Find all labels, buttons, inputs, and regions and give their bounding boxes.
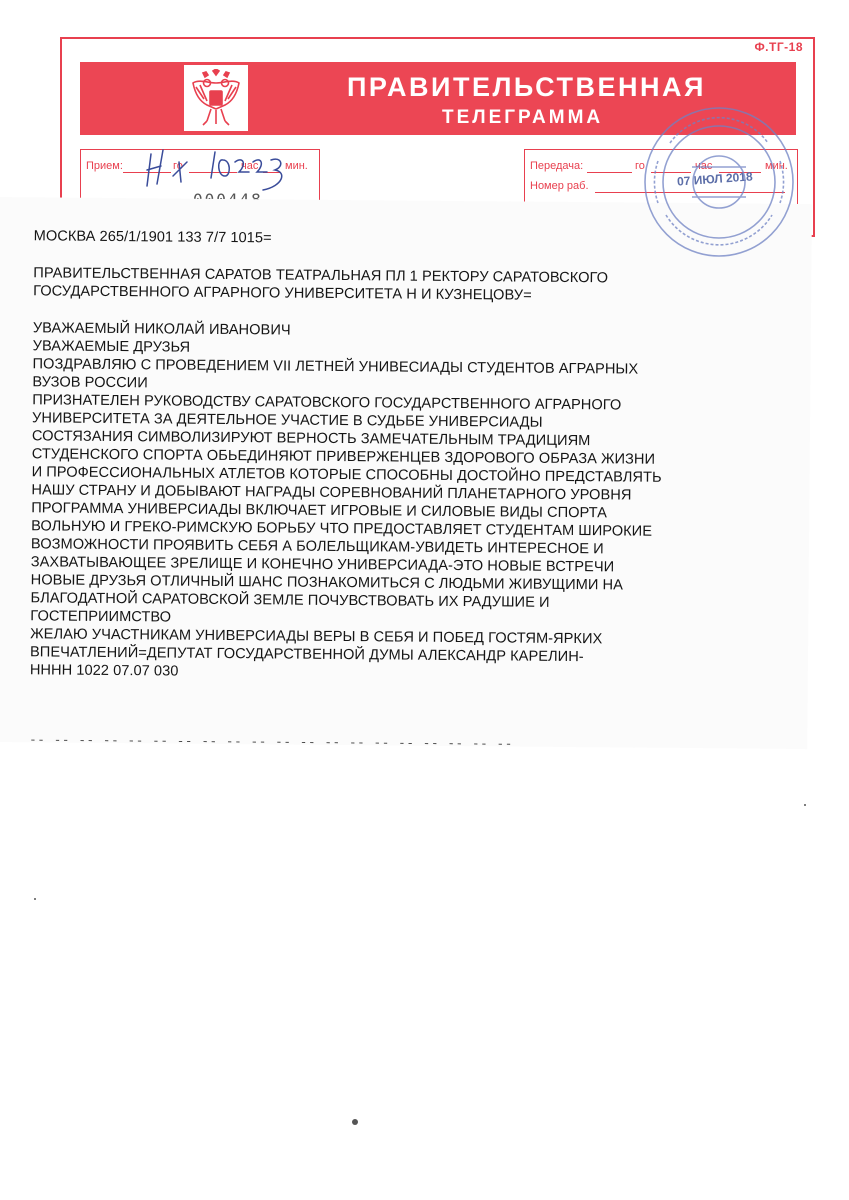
telegram-line: ЖЕЛАЮ УЧАСТНИКАМ УНИВЕРСИАДЫ ВЕРЫ В СЕБЯ И ПОБЕД ГОСТЯМ-ЯРКИХ (30, 626, 603, 648)
telegram-tape (0, 197, 812, 752)
telegram-line: ПРИЗНАТЕЛЕН РУКОВОДСТВУ САРАТОВСКОГО ГОСУДАРСТВЕННОГО АГРАРНОГО (32, 392, 622, 414)
nomer-label: Номер раб. (530, 180, 589, 192)
telegram-line: МОСКВА 265/1/1901 133 7/7 1015= (33, 228, 272, 247)
priem-min-label: мин. (285, 160, 308, 172)
telegram-line: ВПЕЧАТЛЕНИЙ=ДЕПУТАТ ГОСУДАРСТВЕННОЙ ДУМЫ АЛЕКСАНДР КАРЕЛИН- (29, 644, 584, 666)
telegram-line: ГОСУДАРСТВЕННОГО АГРАРНОГО УНИВЕРСИТЕТА Н И КУЗНЕЦОВУ= (33, 283, 532, 304)
priem-chas-label: час (241, 160, 259, 172)
telegram-line: ГОСТЕПРИИМСТВО (30, 608, 172, 626)
priem-go-label: го (173, 160, 183, 172)
telegram-line: ЗАХВАТЫВАЮЩЕЕ ЗРЕЛИЩЕ И КОНЕЧНО УНИВЕРСИАДА-ЭТО НОВЫЕ ВСТРЕЧИ (30, 554, 615, 576)
telegram-line: НАШУ СТРАНУ И ДОБЫВАЮТ НАГРАДЫ СОРЕВНОВАНИЙ ПЛАНЕТАРНОГО УРОВНЯ (31, 482, 632, 504)
postal-seal-icon (640, 103, 798, 261)
handwritten-time-icon (143, 146, 293, 192)
peredacha-chas-label: час (695, 160, 713, 172)
peredacha-label: Передача: (530, 160, 584, 172)
telegram-line: УВАЖАЕМЫЙ НИКОЛАЙ ИВАНОВИЧ (32, 320, 291, 339)
scan-speck (34, 898, 36, 900)
telegram-body (30, 227, 664, 684)
banner-title: ПРАВИТЕЛЬСТВЕННАЯ (347, 72, 706, 102)
date-stamp: 07 ИЮЛ 2018 (676, 169, 754, 189)
russian-coat-of-arms-icon (184, 65, 248, 131)
peredacha-go-label: го (635, 160, 645, 172)
form-code: Ф.ТГ-18 (754, 40, 803, 54)
telegram-line: ПРОГРАММА УНИВЕРСИАДЫ ВКЛЮЧАЕТ ИГРОВЫЕ И СИЛОВЫЕ ВИДЫ СПОРТА (31, 500, 608, 522)
telegram-line: ВОЛЬНУЮ И ГРЕКО-РИМСКУЮ БОРЬБУ ЧТО ПРЕДОСТАВЛЯЕТ СТУДЕНТАМ ШИРОКИЕ (31, 518, 653, 540)
priem-label: Прием: (86, 160, 123, 172)
telegram-line: ВУЗОВ РОССИИ (32, 374, 148, 392)
telegram-line: БЛАГОДАТНОЙ САРАТОВСКОЙ ЗЕМЛЕ ПОЧУВСТВОВАТЬ ИХ РАДУШИЕ И (30, 590, 550, 611)
peredacha-line (587, 172, 632, 173)
peredacha-min-label: мин. (765, 160, 788, 172)
telegram-line: ПРАВИТЕЛЬСТВЕННАЯ САРАТОВ ТЕАТРАЛЬНАЯ ПЛ 1 РЕКТОРУ САРАТОВСКОГО (33, 265, 609, 287)
end-rule: -- -- -- -- -- -- -- -- -- -- -- -- -- -- -- -- -- -- -- -- (29, 733, 514, 752)
banner-subtitle: ТЕЛЕГРАММА (442, 107, 604, 128)
telegram-line: НННН 1022 07.07 030 (29, 662, 179, 680)
scan-speck (352, 1119, 358, 1125)
telegram-line: ПОЗДРАВЛЯЮ С ПРОВЕДЕНИЕМ VII ЛЕТНЕЙ УНИВЕСИАДЫ СТУДЕНТОВ АГРАРНЫХ (32, 356, 639, 378)
telegram-line: УВАЖАЕМЫЕ ДРУЗЬЯ (32, 338, 191, 356)
telegram-line: ВОЗМОЖНОСТИ ПРОЯВИТЬ СЕБЯ А БОЛЕЛЬЩИКАМ-УВИДЕТЬ ИНТЕРЕСНОЕ И (30, 536, 604, 558)
telegram-line: СОСТЯЗАНИЯ СИМВОЛИЗИРУЮТ ВЕРНОСТЬ ЗАМЕЧАТЕЛЬНЫМ ТРАДИЦИЯМ (31, 428, 591, 450)
telegram-line: УНИВЕРСИТЕТА ЗА ДЕЯТЕЛЬНОЕ УЧАСТИЕ В СУДЬБЕ УНИВЕРСИАДЫ (32, 410, 543, 431)
telegram-line: И ПРОФЕССИОНАЛЬНЫХ АТЛЕТОВ КОТОРЫЕ СПОСОБНЫ ДОСТОЙНО ПРЕДСТАВЛЯТЬ (31, 464, 662, 486)
telegram-line: СТУДЕНСКОГО СПОРТА ОБЬЕДИНЯЮТ ПРИВЕРЖЕНЦЕВ ЗДОРОВОГО ОБРАЗА ЖИЗНИ (31, 446, 656, 468)
scan-speck (804, 804, 806, 806)
telegram-line: НОВЫЕ ДРУЗЬЯ ОТЛИЧНЫЙ ШАНС ПОЗНАКОМИТЬСЯ С ЛЮДЬМИ ЖИВУЩИМИ НА (30, 572, 623, 594)
